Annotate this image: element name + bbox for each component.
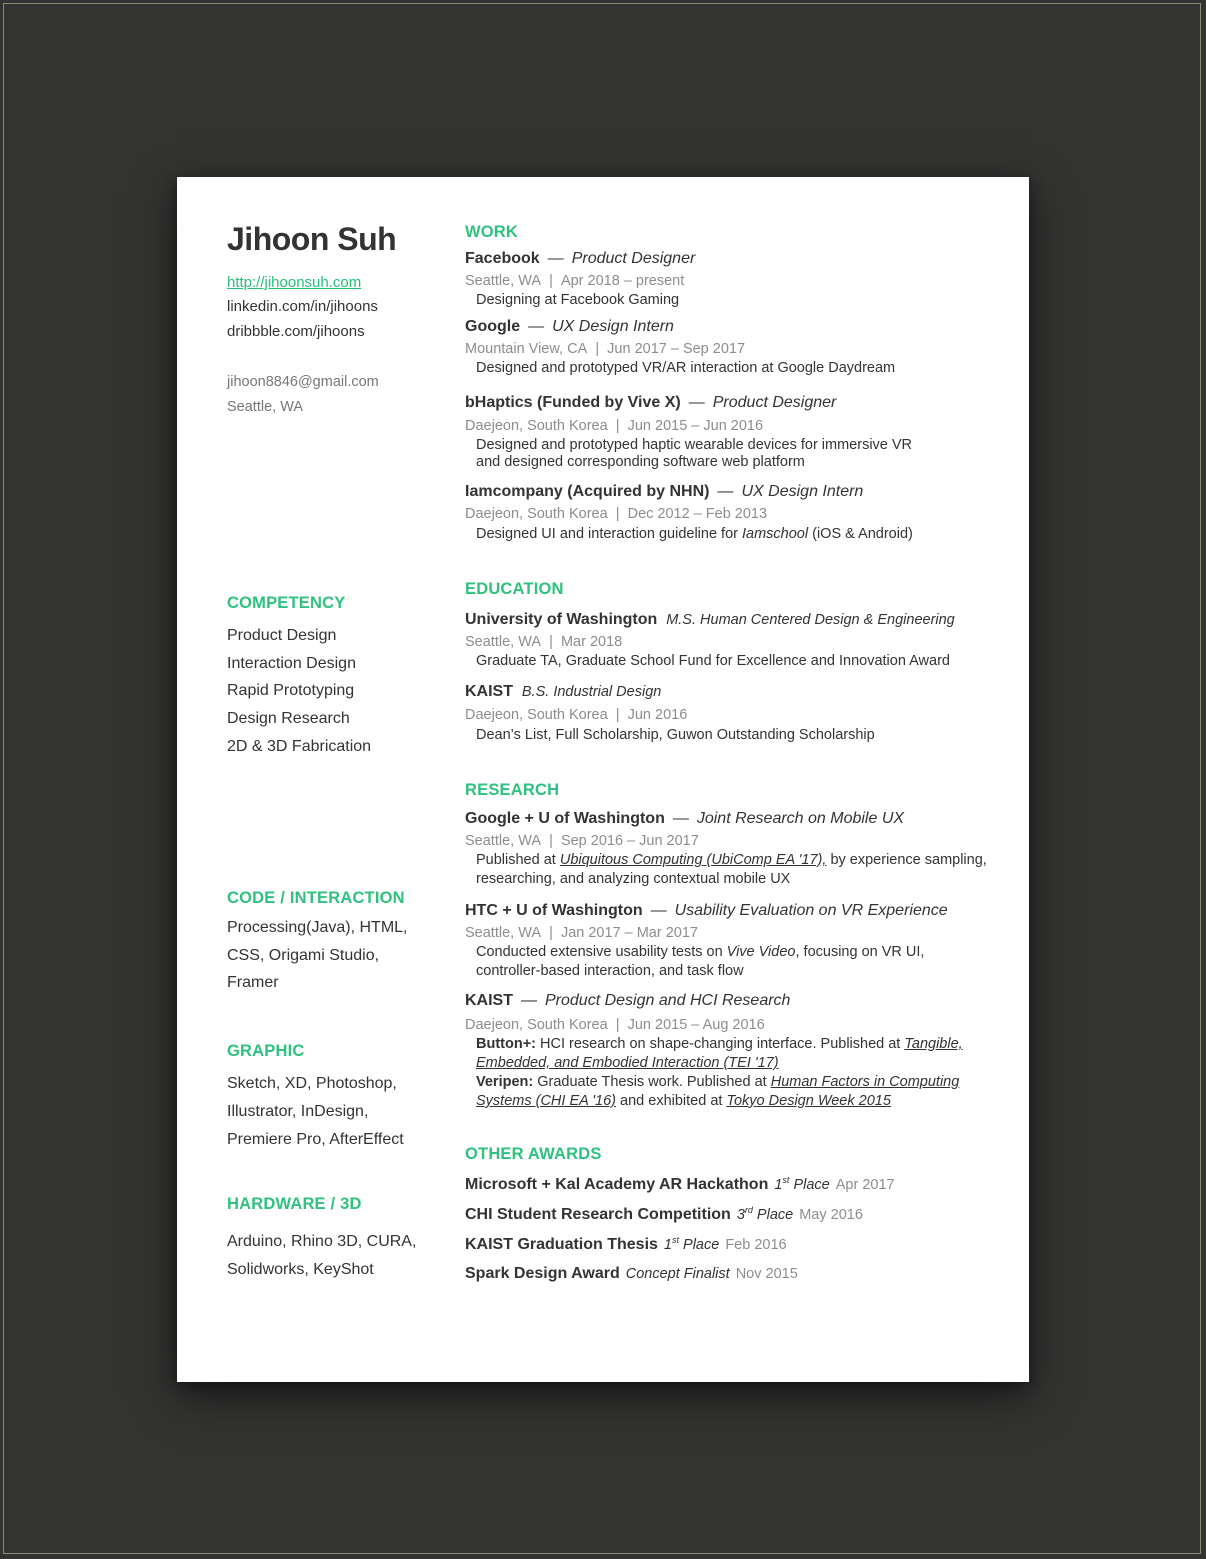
desc-text: Conducted extensive usability tests on xyxy=(476,944,727,960)
work-location: Daejeon, South Korea xyxy=(465,506,608,522)
place-text: Place xyxy=(679,1236,720,1253)
separator: | xyxy=(549,634,553,650)
publication-link[interactable]: Systems (CHI EA '16) xyxy=(476,1093,617,1109)
dash: — xyxy=(547,250,564,267)
research-desc: controller-based interaction, and task flow xyxy=(476,963,744,979)
work-meta xyxy=(465,506,767,522)
research-desc xyxy=(476,1074,959,1090)
award-place xyxy=(664,1237,719,1253)
education-degree: B.S. Industrial Design xyxy=(521,684,662,700)
competency-item: Design Research xyxy=(227,710,350,727)
graphic-line: Illustrator, InDesign, xyxy=(227,1103,369,1120)
dribbble-text: dribbble.com/jihoons xyxy=(227,323,365,340)
award-name: CHI Student Research Competition xyxy=(465,1205,731,1223)
hardware-line: Arduino, Rhino 3D, CURA, xyxy=(227,1233,417,1250)
education-entry-title xyxy=(465,683,661,701)
work-role: Product Designer xyxy=(712,394,837,411)
dash: — xyxy=(672,810,689,827)
work-location: Seattle, WA xyxy=(465,273,542,289)
desc-text: (iOS & Android) xyxy=(808,526,913,542)
work-desc: Designed and prototyped haptic wearable devices for immersive VR xyxy=(476,437,913,453)
desc-text: Published at xyxy=(476,852,560,868)
education-degree: M.S. Human Centered Design & Engineering xyxy=(666,612,955,628)
graphic-line: Sketch, XD, Photoshop, xyxy=(227,1075,397,1092)
award-place xyxy=(626,1266,730,1282)
award-item xyxy=(465,1235,787,1254)
work-desc xyxy=(476,526,913,542)
award-place xyxy=(774,1177,829,1193)
work-heading: WORK xyxy=(465,223,519,241)
award-place xyxy=(737,1207,793,1223)
research-meta xyxy=(465,833,699,849)
dash: — xyxy=(528,318,545,335)
place-text: Place xyxy=(752,1206,794,1223)
research-meta xyxy=(465,1017,765,1033)
dash: — xyxy=(521,992,537,1009)
research-dates: Jun 2015 – Aug 2016 xyxy=(627,1017,765,1033)
research-desc xyxy=(476,852,987,868)
education-dates: Mar 2018 xyxy=(560,634,623,650)
work-entry-title xyxy=(465,394,836,412)
dash: — xyxy=(688,394,705,411)
desc-text: and exhibited at xyxy=(616,1093,727,1109)
email-text: jihoon8846@gmail.com xyxy=(227,374,379,390)
work-dates: Dec 2012 – Feb 2013 xyxy=(627,506,768,522)
competency-item: Interaction Design xyxy=(227,655,356,672)
website-link[interactable]: http://jihoonsuh.com xyxy=(227,274,362,291)
dash: — xyxy=(717,483,734,500)
work-org: Google xyxy=(465,318,521,335)
awards-heading: OTHER AWARDS xyxy=(465,1145,602,1163)
award-item xyxy=(465,1205,863,1224)
place-text: Place xyxy=(789,1176,830,1193)
competency-heading: COMPETENCY xyxy=(227,594,346,612)
code-line: Processing(Java), HTML, xyxy=(227,919,408,936)
exhibition-link[interactable]: Tokyo Design Week 2015 xyxy=(726,1093,891,1109)
research-entry-title xyxy=(465,810,904,828)
work-desc: Designing at Facebook Gaming xyxy=(476,292,680,308)
work-meta xyxy=(465,418,763,434)
work-role: UX Design Intern xyxy=(741,483,864,500)
separator: | xyxy=(549,925,553,941)
separator: | xyxy=(615,418,620,434)
research-location: Daejeon, South Korea xyxy=(465,1017,608,1033)
research-dates: Sep 2016 – Jun 2017 xyxy=(560,833,699,849)
place-suffix: st xyxy=(782,1175,790,1185)
project-label: Veripen: xyxy=(476,1074,534,1090)
education-desc: Graduate TA, Graduate School Fund for Excellence and Innovation Award xyxy=(476,653,950,669)
research-role: Joint Research on Mobile UX xyxy=(696,810,905,827)
competency-item: Product Design xyxy=(227,627,337,644)
award-name: KAIST Graduation Thesis xyxy=(465,1235,658,1253)
research-entry-title xyxy=(465,902,948,920)
graphic-line: Premiere Pro, AfterEffect xyxy=(227,1131,404,1148)
separator: | xyxy=(549,833,553,849)
work-dates: Jun 2015 – Jun 2016 xyxy=(627,418,764,434)
research-entry-title xyxy=(465,992,790,1010)
education-heading: EDUCATION xyxy=(465,580,564,598)
place-number: 1 xyxy=(774,1176,783,1193)
dash: — xyxy=(650,902,667,919)
publication-link[interactable]: Embedded, and Embodied Interaction (TEI '17) xyxy=(476,1055,779,1071)
hardware-line: Solidworks, KeyShot xyxy=(227,1261,374,1278)
award-date: Apr 2017 xyxy=(835,1176,895,1193)
research-desc: researching, and analyzing contextual mobile UX xyxy=(476,871,791,887)
award-date: Feb 2016 xyxy=(725,1236,787,1253)
hardware-heading: HARDWARE / 3D xyxy=(227,1195,362,1213)
project-label: Button+: xyxy=(476,1036,536,1052)
work-meta xyxy=(465,341,745,357)
work-role: Product Designer xyxy=(571,250,696,267)
research-role: Usability Evaluation on VR Experience xyxy=(674,902,948,919)
research-heading: RESEARCH xyxy=(465,781,560,799)
education-entry-title xyxy=(465,611,955,629)
research-meta xyxy=(465,925,698,941)
work-org: bHaptics (Funded by Vive X) xyxy=(465,394,681,411)
work-desc: and designed corresponding software web platform xyxy=(476,454,805,470)
place-number: 1 xyxy=(663,1236,672,1253)
research-location: Seattle, WA xyxy=(465,833,542,849)
competency-item: Rapid Prototyping xyxy=(227,682,355,699)
location-text: Seattle, WA xyxy=(227,399,304,415)
award-name: Spark Design Award xyxy=(465,1265,620,1282)
research-desc xyxy=(476,944,924,960)
work-entry-title xyxy=(465,250,695,268)
education-location: Seattle, WA xyxy=(465,634,542,650)
publication-link[interactable]: Tangible, xyxy=(904,1036,963,1052)
desc-text: Graduate Thesis work. Published at xyxy=(533,1074,771,1090)
research-desc xyxy=(476,1055,779,1071)
place-suffix: st xyxy=(672,1235,680,1245)
desc-text: by experience sampling, xyxy=(826,852,987,868)
separator: | xyxy=(615,506,620,522)
work-org: Facebook xyxy=(465,250,540,267)
award-date: May 2016 xyxy=(799,1206,863,1223)
desc-text: Designed UI and interaction guideline for xyxy=(476,526,742,542)
place-text: Concept Finalist xyxy=(625,1266,730,1282)
award-name: Microsoft + Kal Academy AR Hackathon xyxy=(465,1175,769,1193)
work-desc: Designed and prototyped VR/AR interaction at Google Daydream xyxy=(476,360,896,376)
education-org: University of Washington xyxy=(465,611,658,628)
work-entry-title xyxy=(465,318,674,336)
publication-link[interactable]: Human Factors in Computing xyxy=(770,1074,960,1090)
graphic-heading: GRAPHIC xyxy=(227,1042,305,1060)
desc-text: HCI research on shape-changing interface. Published at xyxy=(536,1036,905,1052)
resume-page xyxy=(177,177,1029,1382)
desc-emphasis: Vive Video xyxy=(726,944,796,960)
work-dates: Jun 2017 – Sep 2017 xyxy=(607,341,746,357)
work-role: UX Design Intern xyxy=(552,318,674,335)
competency-item: 2D & 3D Fabrication xyxy=(227,738,372,755)
research-desc xyxy=(476,1093,891,1109)
separator: | xyxy=(595,341,600,357)
award-item xyxy=(465,1265,798,1283)
place-suffix: rd xyxy=(744,1205,753,1215)
work-org: Iamcompany (Acquired by NHN) xyxy=(465,483,710,500)
work-location: Mountain View, CA xyxy=(465,341,588,357)
education-meta xyxy=(465,707,687,723)
place-number: 3 xyxy=(736,1206,745,1223)
research-desc xyxy=(476,1036,963,1052)
desc-text: , focusing on VR UI, xyxy=(795,944,925,960)
research-org: KAIST xyxy=(465,992,513,1009)
education-dates: Jun 2016 xyxy=(627,707,688,723)
separator: | xyxy=(615,707,620,723)
award-date: Nov 2015 xyxy=(735,1266,798,1282)
separator: | xyxy=(549,273,553,289)
research-role: Product Design and HCI Research xyxy=(545,992,791,1009)
desc-emphasis: Iamschool xyxy=(742,526,809,542)
code-line: Framer xyxy=(227,974,279,991)
research-org: HTC + U of Washington xyxy=(465,902,643,919)
education-meta xyxy=(465,634,622,650)
publication-link[interactable]: Ubiquitous Computing (UbiComp EA '17), xyxy=(559,852,827,868)
work-dates: Apr 2018 – present xyxy=(560,273,685,289)
education-org: KAIST xyxy=(465,683,513,700)
award-item xyxy=(465,1175,895,1194)
work-meta xyxy=(465,273,684,289)
code-heading: CODE / INTERACTION xyxy=(227,889,405,907)
education-desc: Dean’s List, Full Scholarship, Guwon Outstanding Scholarship xyxy=(476,727,875,743)
work-entry-title xyxy=(465,483,863,501)
education-location: Daejeon, South Korea xyxy=(465,707,608,723)
applicant-name: Jihoon Suh xyxy=(227,221,397,257)
code-line: CSS, Origami Studio, xyxy=(227,947,380,964)
research-dates: Jan 2017 – Mar 2017 xyxy=(560,925,698,941)
work-location: Daejeon, South Korea xyxy=(465,418,608,434)
research-location: Seattle, WA xyxy=(465,925,542,941)
research-org: Google + U of Washington xyxy=(465,810,665,827)
separator: | xyxy=(615,1017,620,1033)
linkedin-text: linkedin.com/in/jihoons xyxy=(227,298,378,315)
